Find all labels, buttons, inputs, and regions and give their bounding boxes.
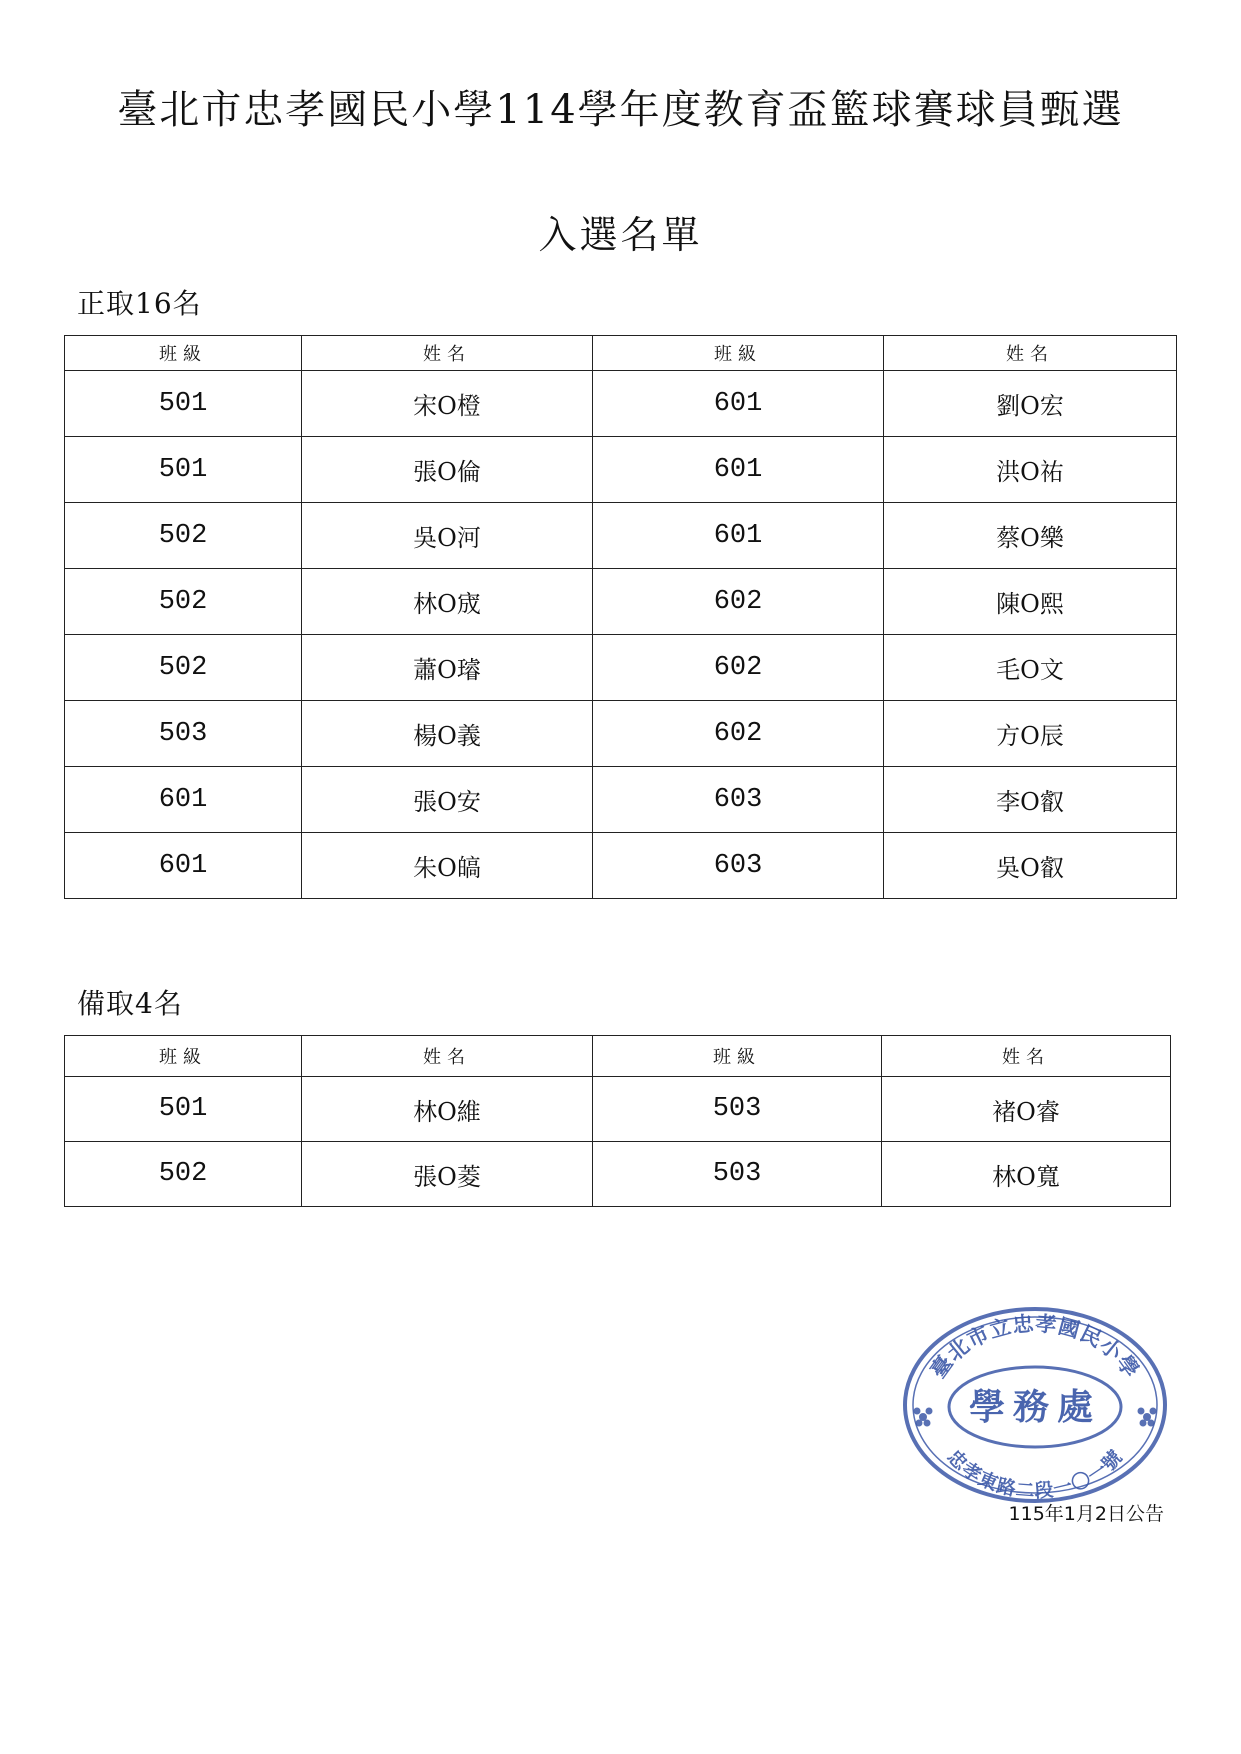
class-cell: 501 bbox=[65, 371, 302, 437]
plum-blossom-icon bbox=[914, 1408, 933, 1427]
student-name-cell: 吳O叡 bbox=[884, 833, 1177, 899]
class-cell: 601 bbox=[593, 503, 884, 569]
class-cell: 601 bbox=[593, 437, 884, 503]
column-header-name: 姓名 bbox=[302, 1036, 593, 1077]
table-header-row bbox=[65, 1036, 1171, 1077]
student-name-cell: 張O菱 bbox=[302, 1142, 593, 1207]
student-name-cell: 蔡O樂 bbox=[884, 503, 1177, 569]
class-cell: 502 bbox=[65, 1142, 302, 1207]
seal-outer-text: 臺北市立忠孝國民小學 bbox=[925, 1310, 1145, 1383]
document-subtitle: 入選名單 bbox=[538, 213, 703, 257]
class-cell: 602 bbox=[593, 701, 884, 767]
student-name-cell: 劉O宏 bbox=[884, 371, 1177, 437]
student-name-cell: 吳O河 bbox=[302, 503, 593, 569]
table-row bbox=[65, 1077, 1171, 1142]
class-cell: 503 bbox=[593, 1077, 882, 1142]
class-cell: 601 bbox=[65, 767, 302, 833]
column-header-class: 班級 bbox=[593, 1036, 882, 1077]
table-row bbox=[65, 569, 1177, 635]
student-name-cell: 宋O橙 bbox=[302, 371, 593, 437]
column-header-name: 姓名 bbox=[882, 1036, 1171, 1077]
table-row bbox=[65, 833, 1177, 899]
class-cell: 602 bbox=[593, 635, 884, 701]
student-name-cell: 林O宬 bbox=[302, 569, 593, 635]
student-name-cell: 朱O皜 bbox=[302, 833, 593, 899]
class-cell: 501 bbox=[65, 1077, 302, 1142]
column-header-class: 班級 bbox=[593, 336, 884, 371]
table-header-row bbox=[65, 336, 1177, 371]
announcement-date: 115年1月2日公告 bbox=[1008, 1503, 1164, 1525]
student-name-cell: 張O倫 bbox=[302, 437, 593, 503]
alternate-roster-table bbox=[64, 1035, 1171, 1207]
student-name-cell: 陳O熙 bbox=[884, 569, 1177, 635]
class-cell: 601 bbox=[65, 833, 302, 899]
primary-list-label: 正取16名 bbox=[77, 287, 202, 320]
table-row bbox=[65, 1142, 1171, 1207]
class-cell: 503 bbox=[593, 1142, 882, 1207]
class-cell: 601 bbox=[593, 371, 884, 437]
student-name-cell: 林O寬 bbox=[882, 1142, 1171, 1207]
class-cell: 503 bbox=[65, 701, 302, 767]
column-header-class: 班級 bbox=[65, 1036, 302, 1077]
table-row bbox=[65, 437, 1177, 503]
seal-address-text: 忠孝東路二段一〇一號 bbox=[942, 1445, 1128, 1503]
class-cell: 602 bbox=[593, 569, 884, 635]
student-name-cell: 褚O睿 bbox=[882, 1077, 1171, 1142]
alternate-list-label: 備取4名 bbox=[77, 987, 183, 1020]
student-name-cell: 楊O義 bbox=[302, 701, 593, 767]
primary-roster-table bbox=[64, 335, 1177, 899]
class-cell: 603 bbox=[593, 833, 884, 899]
class-cell: 501 bbox=[65, 437, 302, 503]
class-cell: 502 bbox=[65, 569, 302, 635]
student-name-cell: 張O安 bbox=[302, 767, 593, 833]
table-row bbox=[65, 371, 1177, 437]
student-name-cell: 洪O祐 bbox=[884, 437, 1177, 503]
column-header-class: 班級 bbox=[65, 336, 302, 371]
document-title: 臺北市忠孝國民小學114學年度教育盃籃球賽球員甄選 bbox=[117, 87, 1124, 133]
table-row bbox=[65, 503, 1177, 569]
seal-center-text: 學務處 bbox=[968, 1386, 1102, 1428]
student-name-cell: 蕭O璿 bbox=[302, 635, 593, 701]
column-header-name: 姓名 bbox=[884, 336, 1177, 371]
student-name-cell: 李O叡 bbox=[884, 767, 1177, 833]
class-cell: 502 bbox=[65, 635, 302, 701]
office-seal-stamp bbox=[901, 1305, 1169, 1505]
plum-blossom-icon bbox=[1138, 1408, 1157, 1427]
class-cell: 502 bbox=[65, 503, 302, 569]
student-name-cell: 林O維 bbox=[302, 1077, 593, 1142]
table-row bbox=[65, 701, 1177, 767]
table-row bbox=[65, 767, 1177, 833]
table-row bbox=[65, 635, 1177, 701]
student-name-cell: 方O辰 bbox=[884, 701, 1177, 767]
column-header-name: 姓名 bbox=[302, 336, 593, 371]
student-name-cell: 毛O文 bbox=[884, 635, 1177, 701]
class-cell: 603 bbox=[593, 767, 884, 833]
